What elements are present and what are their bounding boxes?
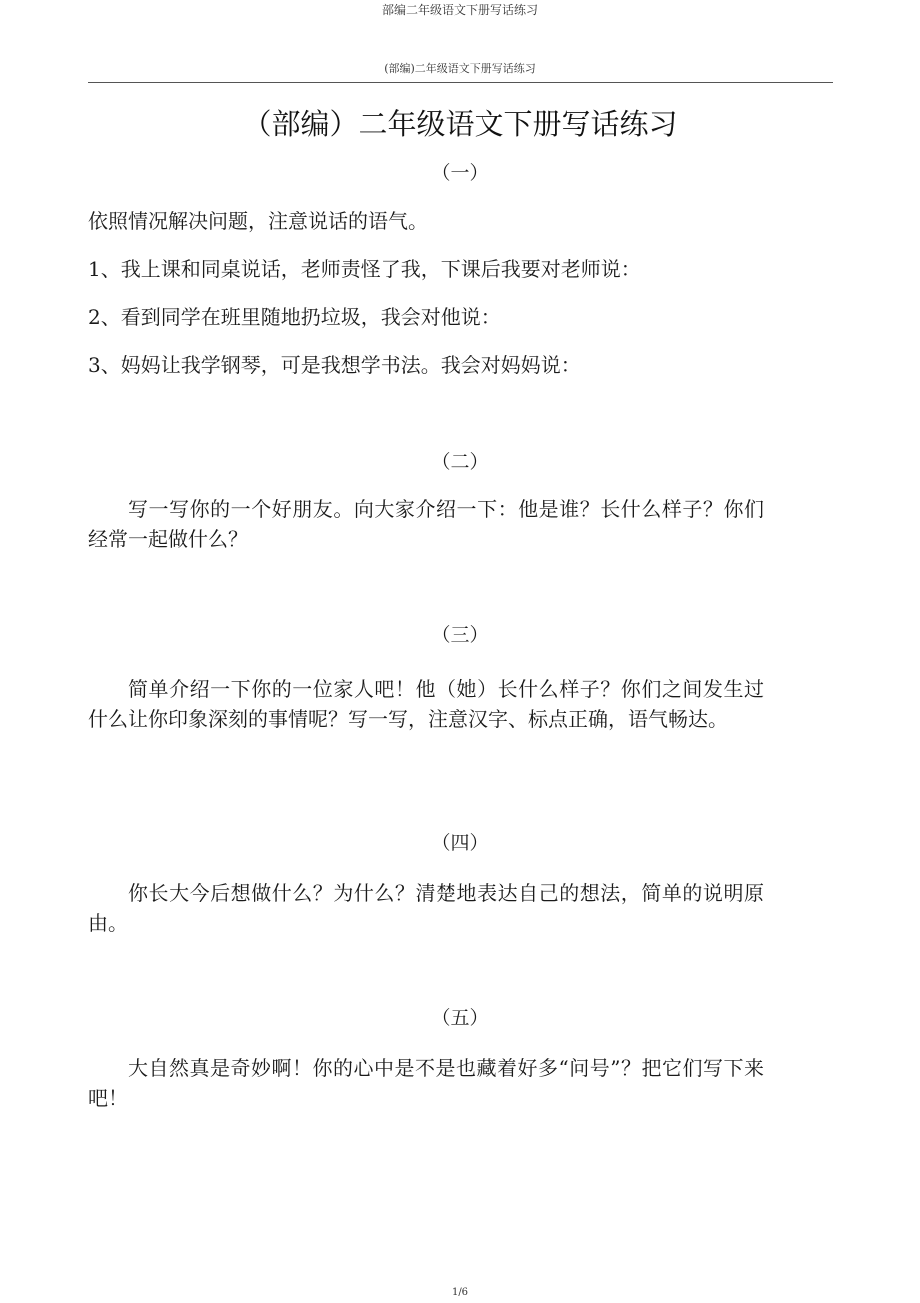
page-number: 1/6 (451, 1287, 469, 1298)
section-1-item-1: 1、我上课和同桌说话，老师责怪了我，下课后我要对老师说： (88, 257, 641, 281)
section-2-text: 写一写你的一个好朋友。向大家介绍一下：他是谁？长什么样子？你们经常一起做什么？ (88, 497, 764, 551)
page-header: (部编)二年级语文下册写话练习 (384, 62, 536, 75)
section-3-heading: （三） (431, 624, 489, 646)
header-divider (88, 82, 833, 83)
section-1-item-2: 2、看到同学在班里随地扔垃圾，我会对他说： (88, 305, 501, 329)
section-3-text: 简单介绍一下你的一位家人吧！他（她）长什么样子？你们之间发生过什么让你印象深刻的事情呢？写一写，注意汉字、标点正确，语气畅达。 (88, 677, 764, 731)
section-2-heading: （二） (431, 451, 489, 473)
page-title: （部编）二年级语文下册写话练习 (242, 107, 678, 141)
section-5-heading: （五） (431, 1007, 489, 1029)
section-5-text: 大自然真是奇妙啊！你的心中是不是也藏着好多“问号”？把它们写下来吧！ (88, 1056, 764, 1110)
section-1-item-3: 3、妈妈让我学钢琴，可是我想学书法。我会对妈妈说： (88, 353, 581, 377)
document-title-bar: 部编二年级语文下册写话练习 (381, 3, 538, 17)
section-4-heading: （四） (431, 832, 489, 854)
section-1-intro: 依照情况解决问题，注意说话的语气。 (88, 209, 428, 233)
section-1-heading: （一） (431, 162, 489, 184)
section-4-text: 你长大今后想做什么？为什么？清楚地表达自己的想法，简单的说明原由。 (88, 881, 764, 935)
